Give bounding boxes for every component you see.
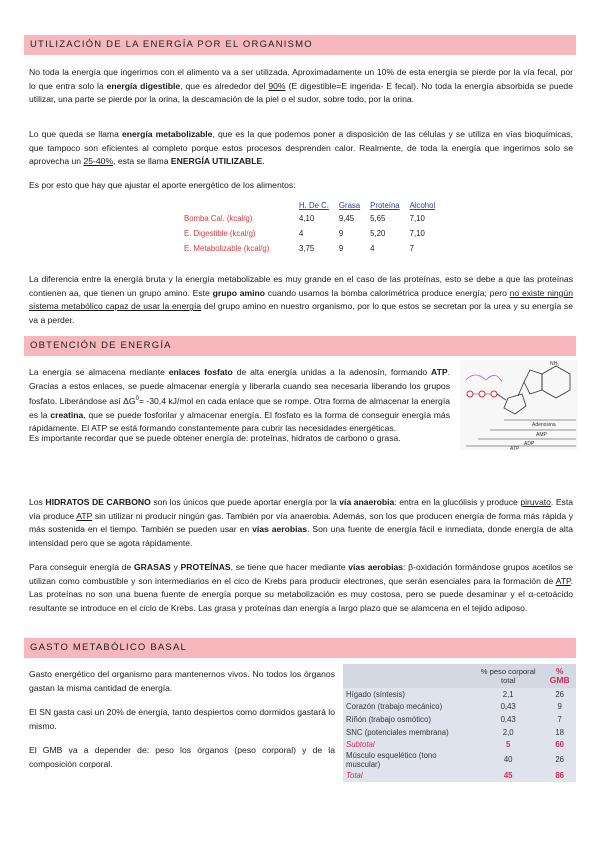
kcal-header: H. De C. [299,201,329,210]
gmb-header: % peso corporal total [473,664,543,688]
gmb-row: Total 45 86 [346,770,565,780]
paragraph-grupo-amino: La diferencia entre la energía bruta y la energía metabolizable es muy grande en el caso de las proteínas, esto se debe a que las proteínas contienen aa, que tienen un grupo amino. Este grupo amino cuando usamos la bomba calorimétrica produce energía; pero no existe ningún sistema metabólico capaz de usar la energía del grupo amino en nuestro organismo, por lo que estos se secretan por la urea y su energía se va a perder. [29,274,573,325]
kcal-header: Alcohol [409,201,436,210]
kcal-header: Proteína [370,201,400,210]
gmb-row: Riñón (trabajo osmótico) 0,43 7 [346,714,562,724]
gmb-row: Corazón (trabajo mecánico) 0,43 9 [346,702,562,712]
paragraph-atp: La energía se almacena mediante enlaces fosfato de alta energía unidas a la adenosín, formando ATP. Gracias a estos enlaces, se puede almacenar energía y liberarla cuando sea necesaria liberando los grupos fosfato. Liberándose así $\Delta G^0= -30,4$ kJ/mol en cada enlace que se rompe. Otra forma de almacenar la energía es la creatina, que se puede fosforilar y almacenar energía. El fosfato es la forma de conseguir energía más rápidamente. El ATP se está formando constantemente para cubrir las necesidades energéticas. [29,367,450,434]
adp-label: ADP [524,441,535,447]
gmb-row: Hígado (síntesis) 2,1 26 [346,689,565,699]
kcal-row: E. Metabolizable (kcal/g) 3,75 9 4 7 [184,244,414,253]
section-header-gasto [24,638,576,658]
section-header-obtencion [24,336,576,356]
adenosina-label: Adenosina [532,422,556,428]
amp-label: AMP [536,432,547,438]
paragraph-gasto: Gasto energético del organismo para mantenernos vivos. No todos los órganos gastan la misma cantidad de energía. [29,669,335,693]
kcal-table [184,200,440,256]
gmb-row: SNC (potenciales membrana) 2,0 18 [346,727,565,737]
gmb-row: Subtotal 5 60 [346,740,565,750]
gmb-row: Músculo esquelético (tono muscular) 40 26 [346,750,565,769]
paragraph-energia-digestible: No toda la energía que ingerimos con el alimento va a ser utilizada. Aproximadamente un 10% de esta energía se pierde por la vía fecal, por lo que entra solo la energía digestible, que es alrededor del 90% (E digestible=E ingerida- E fecal). No toda la energía absorbida se puede utilizar, una parte se pierde por la orina, la descamación de la piel o el sudor, sobre todo, por la orina. [29,67,573,105]
paragraph-hidratos: Los HIDRATOS DE CARBONO son los únicos que puede aportar energía por la vía anaerobia: entra en la glucólisis y produce piruvato. Esta vía produce ATP sin utilizar ni producir ningún gas. También por vía anaerobia. Además, son los que producen energía de forma más rápida y más sostenida en el tiempo. También se pueden usar en vías aerobias. Son una fuente de energía fácil e inmediata, donde energía de alta intensidad pero que se agota rápidamente. [29,497,574,548]
paragraph-ajuste: Es por esto que hay que ajustar el aporte energético de los alimentos: [29,180,296,190]
gmb-table [343,664,576,782]
section-title: UTILIZACIÓN DE LA ENERGÍA POR EL ORGANISMO [30,39,313,50]
kcal-row: Bomba Cal. (kcal/g) 4,10 9,45 5,65 7,10 [184,214,425,223]
paragraph-energia-metabolizable: Lo que queda se llama energía metabolizable, que es la que podemos poner a disposición de las células y se utiliza en vías bioquímicas, que tampoco son eficientes al completo porque estos procesos desprenden calor. Realmente, de toda la energía que ingerimos solo se aprovecha un 25-40%, esta se llama ENERGÍA UTILIZABLE. [29,129,573,167]
atp-structure-diagram [460,360,578,450]
nh2-label: NH₂ [550,361,560,367]
section-header-utilizacion [24,35,576,55]
atp-label: ATP [510,446,520,450]
paragraph-grasas-proteinas: Para conseguir energía de GRASAS y PROTEÍNAS, se tiene que hacer mediante vías aerobias: β-oxidación formándose grupos acetilos se utilizan como combustible y son intermediarios en el cico de Krebs para producir electrones, que serán esenciales para la formación de ATP. Las proteínas no son una buena fuente de energía porque su metabolización es muy costosa, pero se puede desaminar y el α-cetoácido resultante se introduce en el ciclo de Krebs. Las grasa y proteínas dan energía a largo plazo que se alamcena en el tejido adiposo. [29,562,574,613]
term-energia-digestible: energía digestible [106,80,181,91]
paragraph-sn: El SN gasta casi un 20% de energía, tanto despiertos como dormidos gastará lo mismo. [29,707,335,731]
paragraph-gmb: El GMB va a depender de: peso los órganos (peso corporal) y de la composición corporal. [29,745,335,769]
section-title: OBTENCIÓN DE ENERGÍA [30,340,172,351]
section-title: GASTO METABÓLICO BASAL [30,642,187,653]
gmb-header: % GMB [543,664,576,688]
kcal-row: E. Digestible (kcal/g) 4 9 5,20 7,10 [184,229,425,238]
kcal-header: Grasa [338,201,361,210]
paragraph-fuentes: Es importante recordar que se puede obtener energía de: proteínas, hidratos de carbono o grasa. [29,433,401,443]
